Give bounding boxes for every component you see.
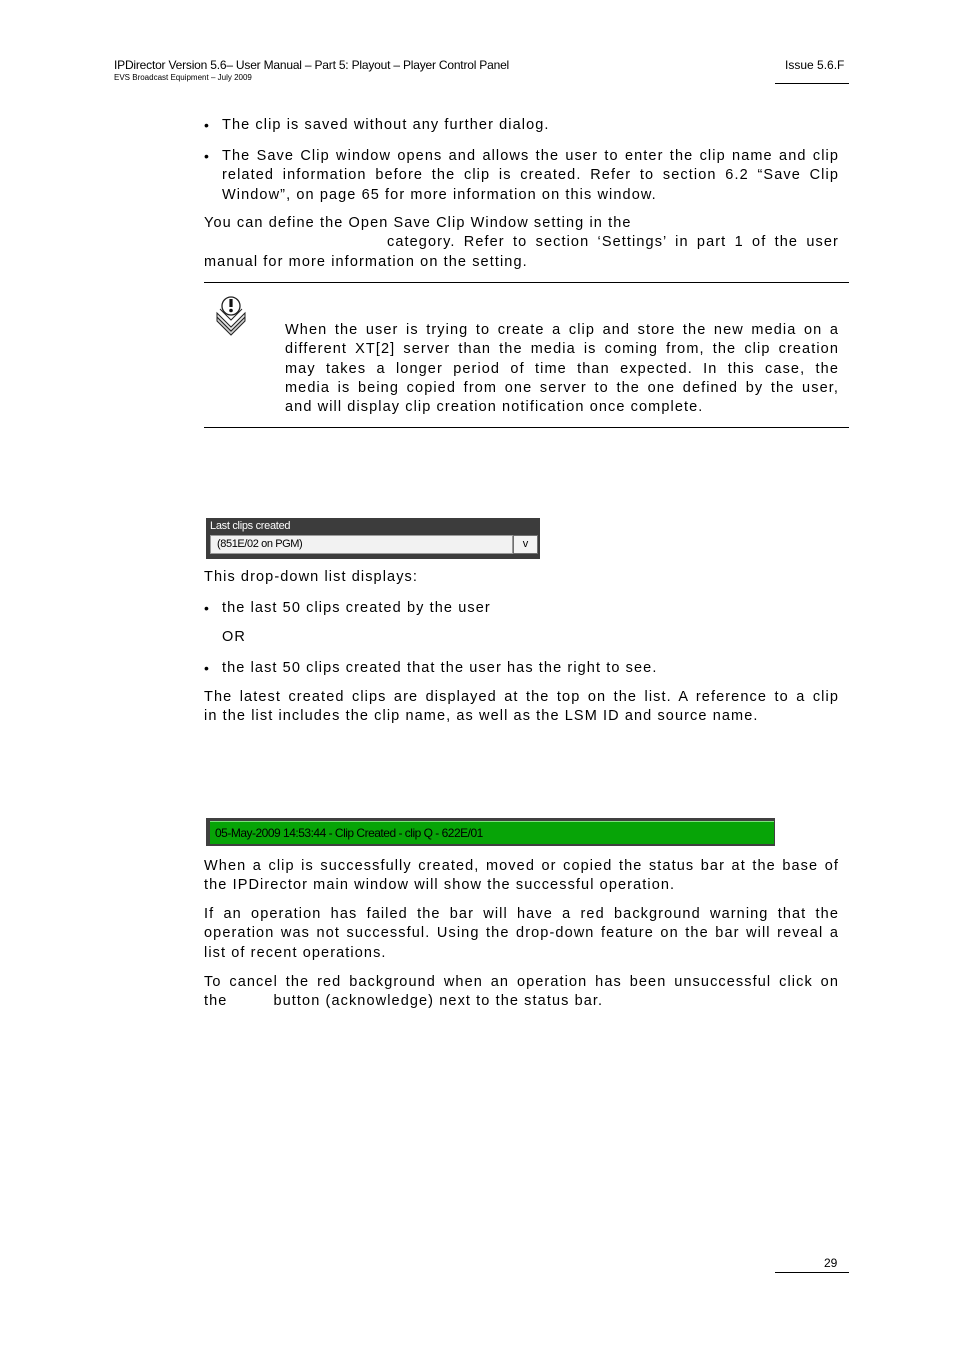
status-bar-field[interactable] xyxy=(210,821,774,844)
last-clips-value: (851E/02 on PGM) xyxy=(217,538,303,550)
status-paragraph-1: When a clip is successfully created, moved or copied the status bar at the base of the IPDirector main window will show the successful operation. xyxy=(204,858,839,894)
last-clips-label: Last clips created xyxy=(210,520,291,532)
dropdown-button[interactable]: v xyxy=(513,535,538,554)
bullet-text: The Save Clip window opens and allows the user to enter the clip name and clip related information before the clip is created. Refer to section 6.2 “Save Clip Window”, on page 65 for more information on this window. xyxy=(222,148,839,203)
note-text: When the user is trying to create a clip and store the new media on a different XT[2] server than the media is coming from, the clip creation may takes a longer period of time than expected. In this case, the media is being copied from one server to the one defined by the user, and will display clip creation notification once complete. xyxy=(285,322,839,416)
document-title: IPDirector Version 5.6– User Manual – Part 5: Playout – Player Control Panel xyxy=(114,58,510,72)
header-rule xyxy=(775,83,849,84)
bullet-marker: • xyxy=(204,117,209,133)
note-bottom-rule xyxy=(204,427,849,428)
footer-rule xyxy=(775,1272,849,1273)
dropdown-intro: This drop-down list displays: xyxy=(204,569,419,585)
status-paragraph-3: To cancel the red background when an operation has been unsuccessful click on the button (acknowledge) next to the status bar. xyxy=(204,974,839,1010)
status-bar xyxy=(206,818,775,846)
status-bar-text: 05-May-2009 14:53:44 - Clip Created - clip Q - 622E/01 xyxy=(215,826,483,840)
last-clips-widget xyxy=(206,518,540,559)
bullet-marker: • xyxy=(204,148,209,164)
bullet-text: the last 50 clips created that the user has the right to see. xyxy=(222,660,658,676)
bullet-marker: • xyxy=(204,660,209,676)
page-number: 29 xyxy=(824,1256,838,1270)
note-top-rule xyxy=(204,282,849,283)
status-paragraph-2: If an operation has failed the bar will have a red background warning that the operation was not successful. Using the drop-down feature on the bar will reveal a list of recent operations. xyxy=(204,906,839,961)
bullet-marker: • xyxy=(204,600,209,616)
or-text: OR xyxy=(222,629,246,645)
issue-label: Issue 5.6.F xyxy=(785,58,845,72)
document-subtitle: EVS Broadcast Equipment – July 2009 xyxy=(114,73,252,82)
bullet-text: The clip is saved without any further dialog. xyxy=(222,117,550,133)
warning-icon xyxy=(214,296,248,336)
latest-paragraph: The latest created clips are displayed at the top on the list. A reference to a clip in the list includes the clip name, as well as the LSM ID and source name. xyxy=(204,689,839,725)
last-clips-select[interactable] xyxy=(210,535,513,554)
setting-paragraph: You can define the Open Save Clip Window setting in the category. Refer to section ‘Settings’ in part 1 of the user manual for more information on the setting. xyxy=(204,215,839,270)
bullet-text: the last 50 clips created by the user xyxy=(222,600,491,616)
